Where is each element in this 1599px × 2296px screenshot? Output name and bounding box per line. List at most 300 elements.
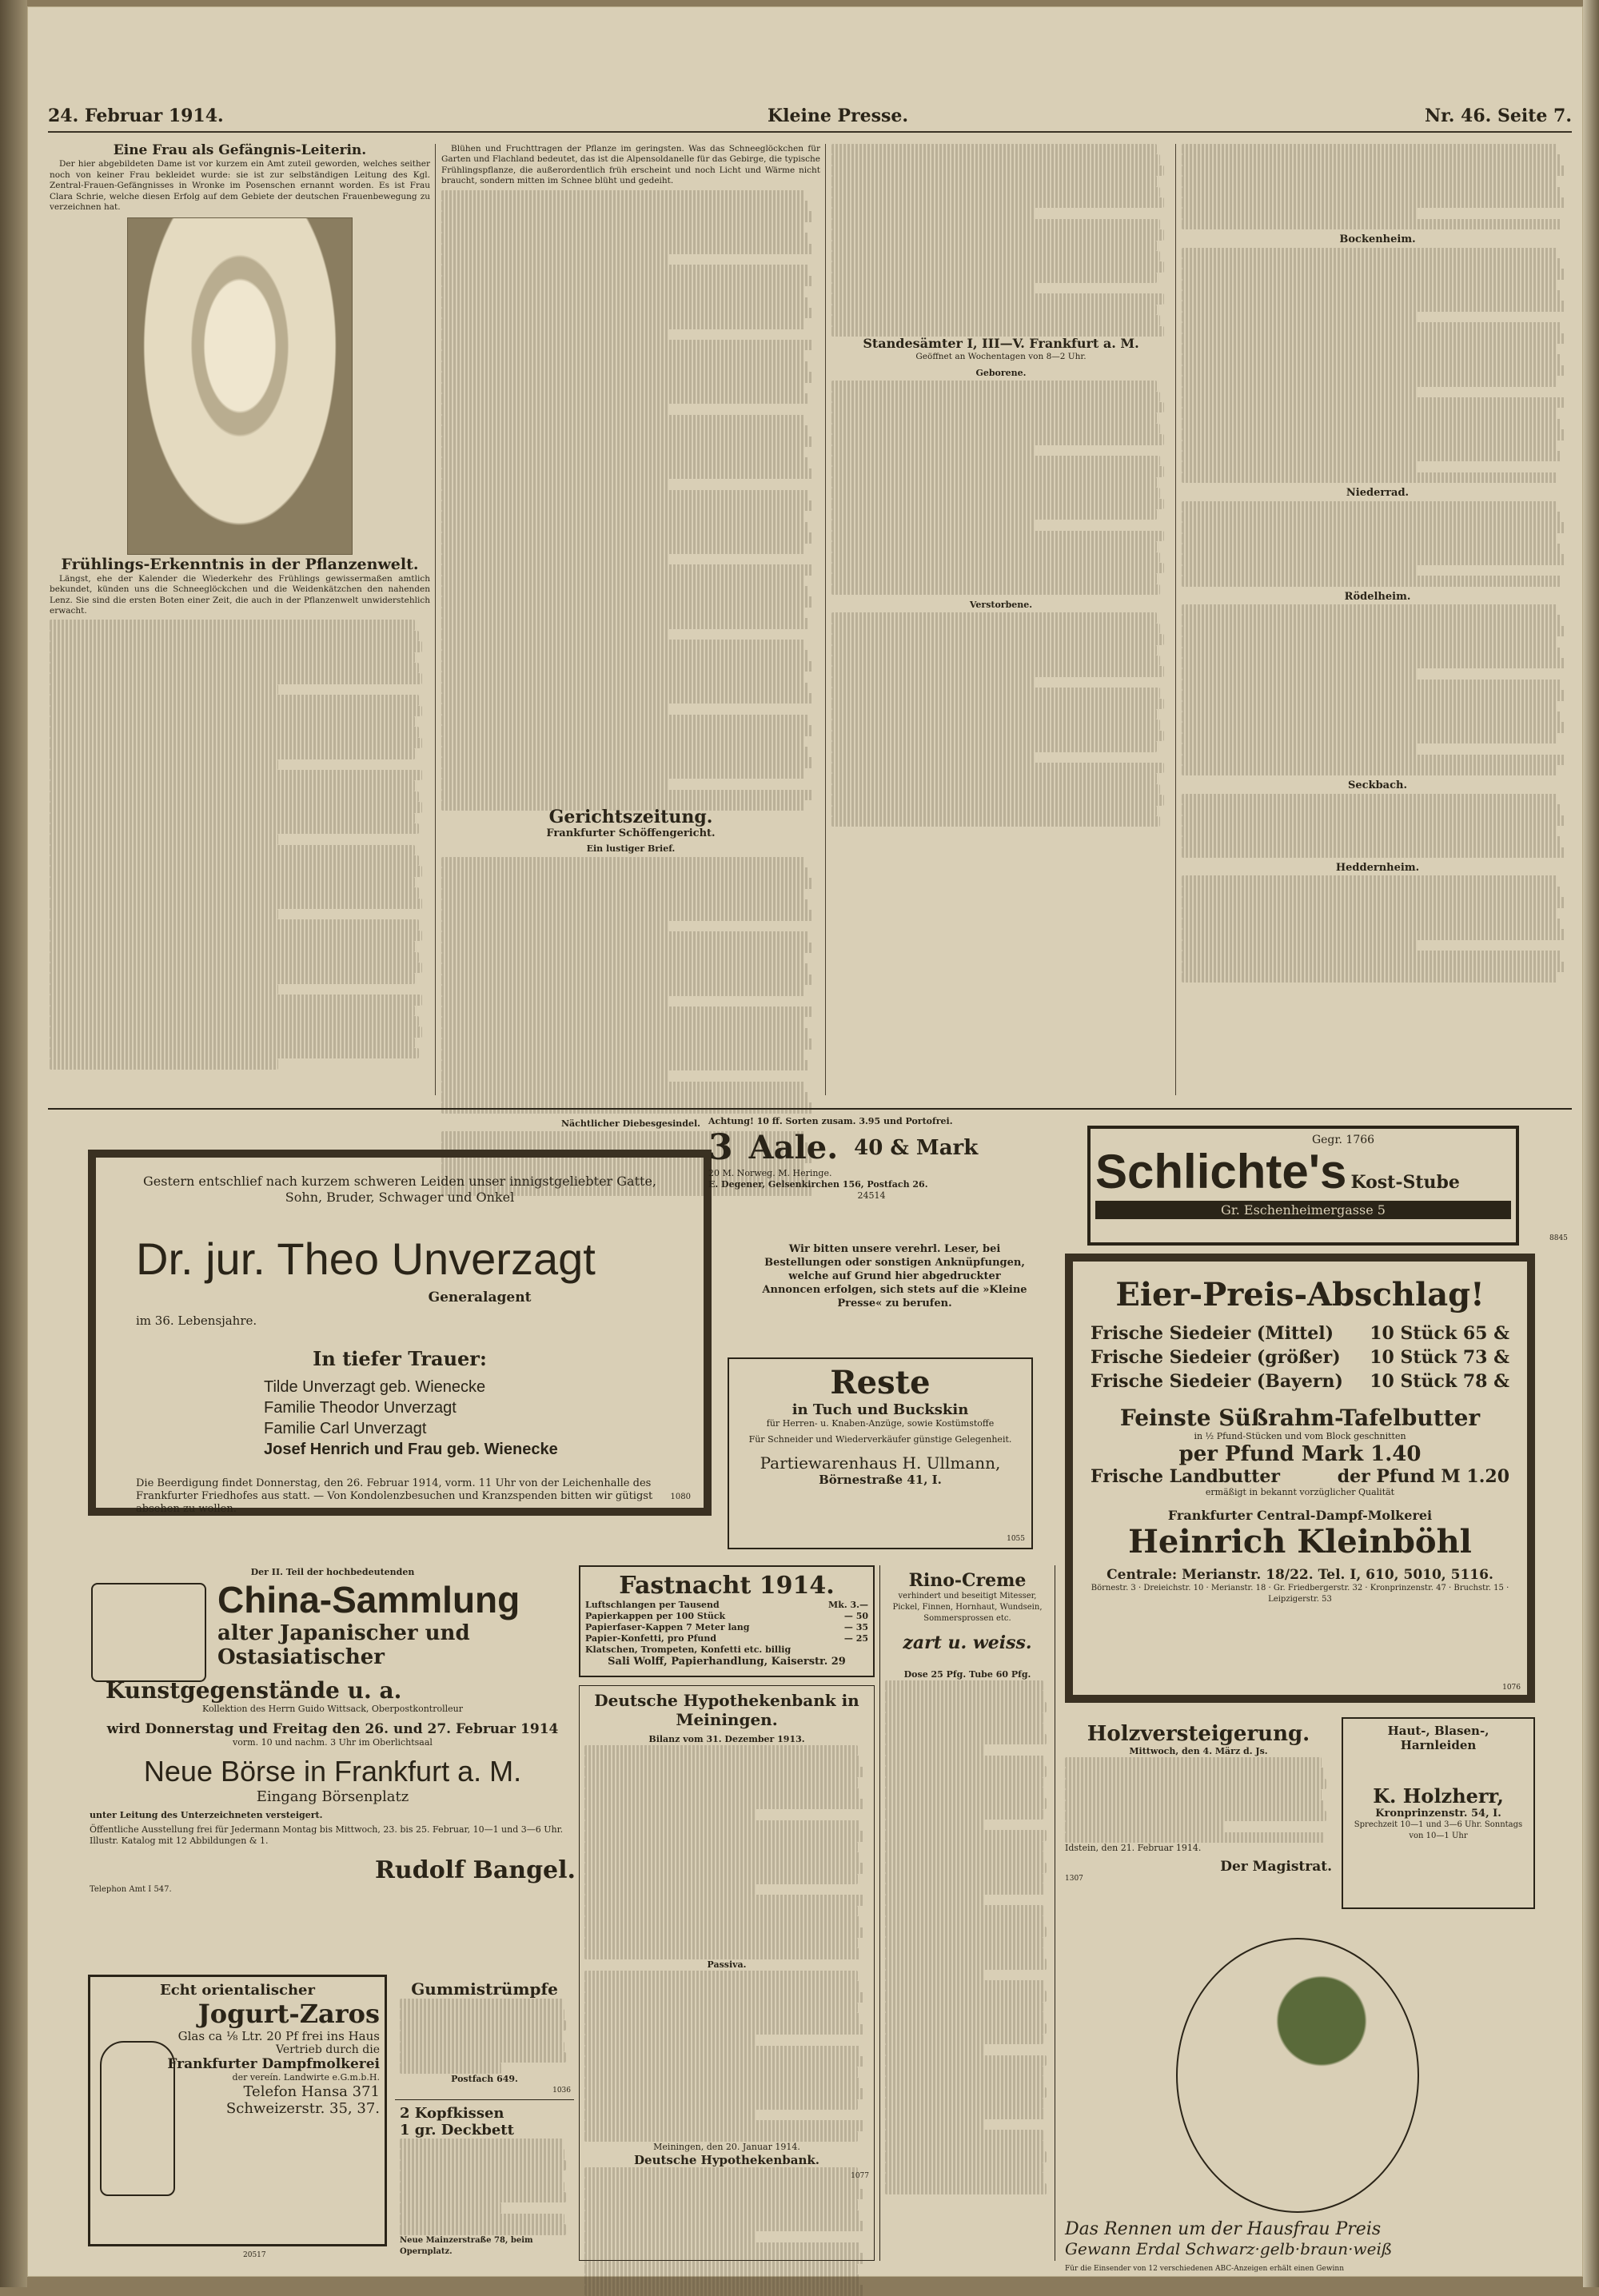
text-line [441, 383, 805, 393]
text-block [441, 857, 820, 1114]
text-line [400, 2170, 563, 2181]
header-date: 24. Februar 1914. [48, 106, 224, 126]
column-2 [441, 144, 820, 1129]
text-line [885, 2162, 1043, 2173]
ad-china-sub: alter Japanischer und Ostasiatischer [217, 1621, 470, 1669]
text-line [831, 283, 1035, 293]
text-line [1065, 1779, 1326, 1789]
ad-eels-footer: E. Degener, Gelsenkirchen 156, Postfach 26. [708, 1179, 928, 1190]
article-body: Längst, ehe der Kalender die Wiederkehr des Frühlings gewissermaßen amtlich bekundet, künden uns die Schneeglöckchen und die Weidenkätzchen den nahenden Lenz. Sie sind die ersten Boten einer Zeit, die auch in der Pflanzenwelt unwiderstehlich erwacht. [50, 573, 430, 616]
text-line [441, 586, 809, 596]
text-line [885, 1895, 984, 1905]
text-line [584, 1842, 858, 1852]
family-member: Josef Henrich und Frau geb. Wienecke [264, 1441, 558, 1458]
text-line [831, 624, 1160, 634]
text-line [1182, 940, 1417, 951]
text-line [400, 2224, 566, 2234]
text-block [400, 1999, 569, 2074]
text-line [441, 244, 813, 254]
dairy-line-1: Frankfurter Central-Dampf-Molkerei [1167, 1508, 1433, 1523]
egg-row: Frische Siedeier (Mittel) 10 Stück 65 & [1091, 1323, 1509, 1344]
text-line [831, 273, 1157, 283]
text-line [885, 1959, 1047, 1969]
text-line [50, 887, 419, 898]
text-line [831, 477, 1157, 488]
text-line [584, 2067, 858, 2077]
text-line [50, 631, 419, 641]
registry-hours: Geöffnet an Wochentagen von 8—2 Uhr. [915, 352, 1087, 362]
text-line [584, 1874, 858, 1884]
text-line [584, 2013, 860, 2023]
text-line [584, 1884, 756, 1895]
text-line [441, 943, 813, 953]
text-line [400, 2139, 563, 2149]
ad-china-phone: Telephon Amt I 547. [90, 1885, 172, 1894]
text-line [50, 748, 415, 759]
fastnacht-row: Papierfaser-Kappen 7 Meter lang — 35 [585, 1622, 868, 1632]
jogurt-l8: Schweizerstr. 35, 37. [225, 2100, 380, 2117]
text-line [1182, 804, 1561, 815]
text-line [1182, 929, 1565, 939]
text-line [831, 499, 1164, 509]
text-line [1182, 472, 1557, 483]
text-line [50, 652, 415, 663]
text-line [50, 727, 419, 737]
text-line [831, 552, 1160, 563]
text-line [441, 297, 809, 308]
text-line [400, 2214, 564, 2224]
text-line [400, 2160, 566, 2170]
district-heading: Seckbach. [1348, 779, 1407, 792]
text-line [584, 1809, 756, 1820]
bank-date: Meiningen, den 20. Januar 1914. [653, 2142, 800, 2153]
ad-code: 1307 [1065, 1875, 1083, 1883]
text-line [831, 666, 1164, 676]
text-line [584, 2088, 863, 2099]
text-line [831, 219, 1160, 229]
text-line [1182, 576, 1561, 586]
text-line [50, 1058, 278, 1069]
ad-jogurt [88, 1975, 387, 2246]
text-line [831, 688, 1160, 698]
text-line [441, 747, 809, 757]
text-line [400, 2052, 566, 2063]
text-line [885, 1841, 1043, 1852]
dairy-central: Centrale: Merianstr. 18/22. Tel. I, 610, 5010, 5116. [1107, 1567, 1493, 1583]
text-line [441, 350, 805, 361]
text-line [1182, 387, 1417, 397]
erdal-caption: Das Rennen um der Hausfrau Preis [1065, 2219, 1382, 2239]
text-line [1182, 794, 1557, 804]
text-line [1182, 219, 1561, 229]
text-line [400, 2009, 564, 2019]
text-line [441, 361, 809, 372]
text-line [584, 1938, 858, 1948]
text-block [1182, 875, 1573, 983]
text-line [400, 1999, 563, 2009]
text-line [885, 1927, 1047, 1937]
text-line [1182, 333, 1565, 344]
text-line [441, 725, 813, 735]
portrait-image [127, 217, 353, 555]
text-line [584, 1745, 858, 1756]
erdal-sub: Gewann Erdal Schwarz·gelb·braun·weiß [1065, 2239, 1393, 2258]
article-body: Blühen und Fruchttragen der Pflanze im geringsten. Was das Schneeglöckchen für Garten und Flachland bedeutet, das ist die Alpensoldanelle für das Gebirge, die typische Frühlingspflanze, die außerordentlich früh erscheint und noch Licht und Wärme nicht braucht, sondern mitten im Schnee blüht und gedeiht. [441, 144, 820, 186]
section-subtitle: Frankfurter Schöffengericht. [546, 827, 716, 839]
text-line [441, 201, 809, 211]
deceased-name: Dr. jur. Theo Unverzagt [136, 1234, 596, 1284]
text-line [441, 415, 805, 425]
text-line [1182, 815, 1565, 826]
text-line [1182, 887, 1561, 897]
jogurt-l5: Frankfurter Dampfmolkerei [167, 2056, 380, 2072]
text-line [50, 716, 415, 727]
text-block [584, 2167, 869, 2296]
text-line [584, 1895, 863, 1905]
book-spine [0, 0, 27, 2287]
text-line [831, 488, 1160, 498]
text-line [1182, 733, 1557, 743]
ad-china-title: China-Sammlung [217, 1579, 520, 1620]
text-line [831, 251, 1160, 261]
text-line [1182, 187, 1561, 197]
text-line [831, 413, 1157, 423]
dairy-branches: Börnestr. 3 · Dreieichstr. 10 · Merianstr. 18 · Gr. Friedbergerstr. 32 · Kronprinzenstr. 47 · Bruchstr. 15 · Leipzigerstr. 53 [1091, 1584, 1509, 1604]
text-line [885, 1863, 1047, 1873]
text-block [831, 612, 1170, 827]
text-line [831, 241, 1157, 251]
text-line [50, 866, 422, 876]
text-line [1182, 847, 1565, 858]
text-line [885, 1766, 1047, 1776]
text-line [441, 233, 809, 243]
text-line [50, 695, 419, 705]
text-line [1182, 354, 1561, 365]
text-line [584, 1992, 863, 2003]
ad-china-auctioneer: Rudolf Bangel. [375, 1856, 576, 1884]
ad-china-collection-owner: Kollektion des Herrn Guido Wittsack, Oberpostkontrolleur [202, 1704, 463, 1714]
text-line [441, 576, 805, 586]
text-line [1182, 648, 1561, 658]
text-line [441, 544, 805, 554]
text-line [1182, 951, 1561, 961]
doctor-address: Kronprinzenstr. 54, I. [1375, 1808, 1501, 1820]
text-line [441, 457, 809, 468]
ad-code: 24514 [857, 1190, 886, 1201]
text-line [50, 973, 415, 983]
fastnacht-shop: Sali Wolff, Papierhandlung, Kaiserstr. 29 [608, 1656, 846, 1668]
ad-eggs-title: Eier-Preis-Abschlag! [1115, 1276, 1485, 1313]
text-line [584, 1852, 860, 1863]
text-line [1065, 1757, 1322, 1768]
text-line [885, 1970, 984, 1980]
text-line [885, 2012, 1045, 2023]
text-line [584, 2003, 858, 2013]
text-line [584, 2189, 863, 2199]
text-line [441, 468, 813, 479]
text-line [885, 1680, 1043, 1691]
jogurt-l6: der vereín. Landwirte e.G.m.b.H. [232, 2072, 380, 2083]
article-title-prison: Eine Frau als Gefängnis-Leiterin. [113, 142, 367, 158]
text-line [1182, 376, 1557, 386]
text-block [584, 1971, 869, 2142]
notice-text: Wir bitten unsere verehrl. Leser, bei Bestellungen oder sonstigen Anknüpfungen, welche auf Grund hier abgedruckter Annoncen erfolgen, sich stets auf die »Kleine Presse« zu berufen. [762, 1243, 1027, 1309]
text-line [1182, 544, 1561, 554]
ad-china-entry: Eingang Börsenplatz [256, 1788, 409, 1805]
text-line [584, 2131, 858, 2142]
text-line [885, 2130, 1043, 2140]
text-line [831, 763, 1164, 773]
text-line [831, 612, 1157, 623]
text-line [441, 211, 813, 221]
text-line [441, 953, 805, 963]
bank-balance-title: Bilanz vom 31. Dezember 1913. [648, 1734, 805, 1744]
ad-code: 1036 [552, 2087, 571, 2095]
text-line [1182, 419, 1561, 429]
text-line [1182, 658, 1565, 668]
text-line [584, 1927, 863, 1938]
text-line [441, 715, 809, 725]
ad-reste-line: in Tuch und Buckskin [792, 1401, 969, 1418]
text-line [831, 731, 1164, 741]
ad-reader-notice [715, 1238, 1035, 1341]
text-line [50, 663, 419, 673]
text-line [1065, 1832, 1324, 1843]
text-line [885, 2044, 984, 2055]
text-line [831, 326, 1164, 337]
text-line [885, 2055, 1047, 2066]
text-line [1182, 397, 1565, 408]
text-line [831, 392, 1160, 402]
text-line [885, 2109, 1045, 2119]
ad-reste-shop: Partiewarenhaus H. Ullmann, [760, 1453, 1001, 1473]
obituary-notice [88, 1150, 712, 1516]
jar-illustration [100, 2041, 175, 2196]
ad-reste-detail: für Herren- u. Knaben-Anzüge, sowie Kostümstoffe [766, 1418, 995, 1429]
ad-schlichte-name: Schlichte's [1095, 1145, 1347, 1198]
text-block [831, 381, 1170, 595]
text-line [885, 1744, 984, 1755]
text-line [441, 532, 813, 543]
text-line [441, 308, 813, 318]
egg-price-list [1091, 1321, 1509, 1393]
text-line [831, 434, 1164, 444]
text-line [584, 2110, 756, 2120]
text-line [1182, 461, 1417, 472]
text-line [50, 823, 419, 834]
text-line [885, 1937, 1043, 1947]
ad-rubber-stockings [395, 1975, 574, 2095]
column-rule [825, 144, 826, 1095]
text-line [1182, 565, 1417, 576]
ad-china-auction: unter Leitung des Unterzeichneten versteigert. [90, 1810, 323, 1820]
egg-row: Frische Siedeier (Bayern) 10 Stück 78 & [1091, 1371, 1509, 1392]
text-line [885, 2151, 1047, 2162]
text-line [885, 1734, 1047, 1744]
jogurt-l3: Glas ca ⅛ Ltr. 20 Pf frei ins Haus [177, 2029, 380, 2043]
ad-fastnacht-title: Fastnacht 1914. [619, 1572, 835, 1600]
bank-title: Deutsche Hypothekenbank in Meiningen. [594, 1691, 859, 1729]
text-line [885, 1691, 1045, 1701]
text-line [50, 984, 278, 995]
ad-rino-creme [879, 1565, 1055, 2261]
text-line [400, 2182, 564, 2192]
section-title-registry: Standesämter I, III—V. Frankfurt a. M. [863, 336, 1139, 352]
header-issue: Nr. 46. Seite 7. [1425, 106, 1572, 126]
text-line [400, 2063, 501, 2073]
text-line [831, 656, 1160, 666]
ad-china-times: vorm. 10 und nachm. 3 Uhr im Oberlichtsaal [233, 1737, 433, 1748]
text-line [885, 1777, 1043, 1788]
text-line [441, 372, 813, 382]
text-line [441, 672, 805, 682]
text-line [441, 190, 805, 201]
text-line [50, 963, 422, 973]
ads-divider [48, 1108, 1572, 1110]
logo-monogram [91, 1583, 206, 1682]
text-line [441, 921, 668, 931]
bedding-tail: Neue Mainzerstraße 78, beim Opernplatz. [400, 2235, 533, 2256]
jogurt-l1: Echt orientalischer [160, 1982, 315, 1999]
ad-schlichte-address: Gr. Eschenheimergasse 5 [1095, 1201, 1511, 1219]
bank-signature: Deutsche Hypothekenbank. [634, 2153, 819, 2168]
text-line [441, 340, 813, 350]
text-line [831, 197, 1164, 208]
article-intro: Der hier abgebildeten Dame ist vor kurzem ein Amt zuteil geworden, welches seither noch von keiner Frau bekleidet wurde: sie ist zur selbständigen Leitung des Kgl. Zentral-Frauen-Gefängnisses in Wronke im Posenschen ernannt worden. Es ist Frau Clara Schrie, welche diesen Erfolg auf dem Gebiete der deutschen Frauenbewegung zu verzeichnen hat. [50, 159, 430, 213]
text-line [441, 1092, 809, 1102]
text-line [1182, 722, 1565, 732]
text-line [885, 1724, 1045, 1734]
doctor-name: K. Holzherr, [1373, 1784, 1504, 1808]
ad-eels-head: Achtung! 10 ff. Sorten zusam. 3.95 und Portofrei. [708, 1116, 953, 1126]
text-line [441, 393, 809, 404]
text-line [441, 479, 668, 489]
text-line [584, 1948, 860, 1959]
ad-china-sub2: Kunstgegenstände u. a. [106, 1677, 402, 1704]
wood-title: Holzversteigerung. [1087, 1722, 1310, 1746]
text-line [1182, 322, 1561, 333]
deceased-age: im 36. Lebensjahre. [136, 1313, 257, 1328]
text-line [831, 381, 1157, 391]
text-line [831, 402, 1164, 413]
text-line [50, 919, 419, 930]
text-line [1182, 897, 1565, 907]
ad-reste-address: Börnestraße 41, I. [819, 1473, 942, 1487]
text-line [584, 2231, 756, 2242]
text-line [831, 187, 1160, 197]
text-line [441, 618, 809, 628]
wood-when: Mittwoch, den 4. März d. Js. [1129, 1746, 1268, 1756]
text-line [1182, 972, 1557, 983]
jogurt-l4: Vertrieb durch die [276, 2043, 380, 2056]
text-line [831, 424, 1160, 434]
text-line [441, 889, 805, 899]
text-line [584, 1820, 860, 1831]
text-line [441, 736, 805, 747]
gummi-title: Gummistrümpfe [411, 1979, 558, 1999]
text-line [441, 650, 809, 660]
text-line [831, 509, 1157, 520]
text-line [50, 706, 422, 716]
text-line [400, 2192, 566, 2202]
text-line [885, 1798, 1047, 1808]
page-edge [1583, 0, 1599, 2287]
text-line [441, 1028, 809, 1038]
ad-china-dates: wird Donnerstag und Freitag den 26. und 27. Februar 1914 [106, 1721, 559, 1737]
text-line [50, 770, 422, 780]
newspaper-page [27, 6, 1583, 2277]
text-line [50, 1038, 415, 1048]
family-member: Familie Carl Unverzagt [264, 1420, 427, 1437]
ad-china-exhibition: Öffentliche Ausstellung frei für Jedermann Montag bis Mittwoch, 23. bis 25. Februar, 10—1 und 3—6 Uhr. Illustr. Katalog mit 12 Abbildungen & 1. [90, 1824, 564, 1846]
text-line [441, 867, 809, 878]
text-line [831, 795, 1164, 805]
text-line [885, 1820, 984, 1830]
ad-mortgage-bank [579, 1685, 875, 2261]
ad-code: 8845 [1549, 1234, 1568, 1242]
text-line [50, 759, 278, 770]
text-line [441, 790, 813, 800]
text-line [50, 813, 415, 823]
text-block [1182, 501, 1573, 587]
doctor-hours: Sprechzeit 10—1 und 3—6 Uhr. Sonntags von 10—1 Uhr [1354, 1820, 1523, 1840]
text-line [1065, 1789, 1322, 1800]
family-list [264, 1377, 664, 1460]
text-line [441, 910, 813, 920]
ad-fastnacht [579, 1565, 875, 1677]
text-line [1182, 144, 1557, 154]
text-line [1182, 755, 1565, 765]
text-line [1182, 522, 1565, 532]
text-line [441, 276, 813, 286]
district-heading: Bockenheim. [1339, 233, 1416, 246]
text-block [584, 1745, 869, 1959]
text-line [441, 318, 805, 329]
text-line [441, 265, 809, 275]
gummi-tail: Postfach 649. [451, 2073, 518, 2084]
bedding-l1: 2 Kopfkissen [400, 2105, 504, 2122]
deceased-role: Generalagent [428, 1290, 532, 1305]
ad-code: 1076 [1502, 1684, 1521, 1692]
text-line [885, 1702, 1047, 1712]
text-line [584, 1863, 863, 1873]
text-line [584, 2078, 860, 2088]
text-line [1182, 712, 1561, 722]
text-line [441, 254, 668, 265]
district-heading: Heddernheim. [1335, 862, 1420, 875]
column-4 [1182, 144, 1573, 1103]
text-line [441, 704, 668, 714]
text-line [1182, 451, 1561, 461]
family-member: Tilde Unverzagt geb. Wienecke [264, 1378, 486, 1396]
text-line [831, 816, 1160, 827]
text-line [584, 2167, 858, 2178]
section-title-court: Gerichtszeitung. [548, 807, 713, 828]
text-line [831, 208, 1035, 218]
text-line [831, 741, 1157, 751]
text-line [1182, 690, 1565, 700]
column-3 [831, 144, 1170, 1103]
text-line [1182, 429, 1565, 440]
text-line [831, 784, 1160, 795]
text-line [441, 768, 805, 779]
text-line [831, 456, 1160, 466]
text-line [584, 2253, 863, 2263]
text-line [885, 2023, 1047, 2034]
landbutter-note: ermäßigt in bekannt vorzüglicher Qualität [1205, 1487, 1395, 1497]
text-line [831, 584, 1160, 595]
text-line [1065, 1811, 1326, 1821]
